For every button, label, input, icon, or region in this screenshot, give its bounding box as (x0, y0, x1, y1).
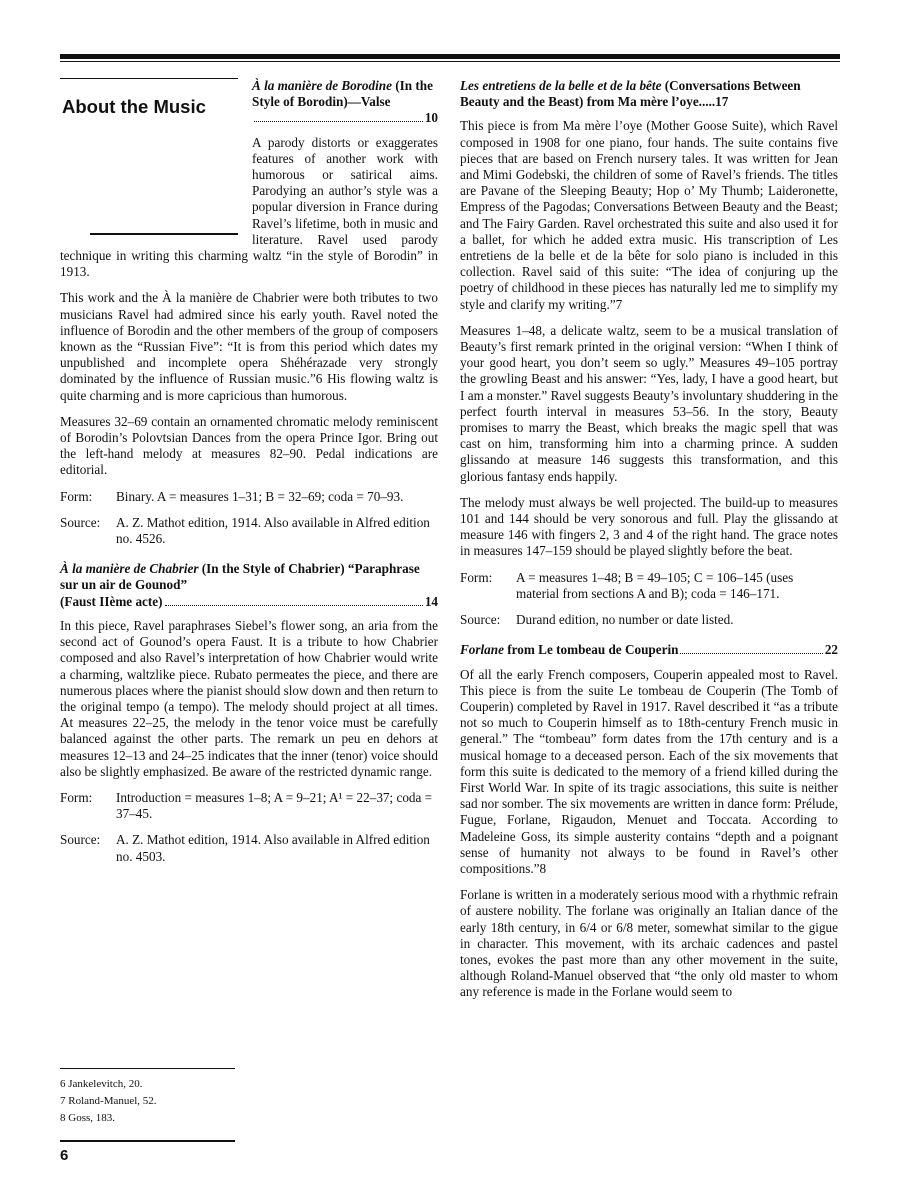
footnotes (60, 1076, 157, 1127)
top-rule (60, 54, 840, 59)
forlane-title-rest: from Le tombeau de Couperin (503, 642, 679, 658)
form-label: Form: (60, 488, 93, 504)
belle-para-1: This piece is from Ma mère l’oye (Mother Goose Suite), which Ravel composed in 1908 for one piano, four hands. The suite contains five pieces that are based on French nursery tales. It was written for Jean and Mimi Godebski, the children of some of Ravel’s friends. The titles are Pavane of the Sleeping Beauty; Hop o’ My Thumb; Laideronette, Empress of the Pagodas; Conversations Between Beauty and the Beast; and The Fairy Garden. Ravel orchestrated this suite and also used it for a ballet, for which he added extra music. His transcription of Les entretiens de la belle et de la bête for solo piano is included in this collection. Ravel said of this suite: “The idea of conjuring up the poetry of childhood in these pieces has naturally led me to simplify my style and clarify my writing.”7 (460, 118, 838, 312)
belle-dots: ..... (698, 94, 716, 110)
form-value: Introduction = measures 1–8; A = 9–21; A¹ = 22–37; coda = 37–45. (116, 789, 433, 822)
form-value: Binary. A = measures 1–31; B = 32–69; coda = 70–93. (116, 488, 404, 504)
borodine-para-2: This work and the À la manière de Chabrier were both tributes to two musicians Ravel had admired since his early youth. Ravel noted the influence of Borodin and the other members of the group of composers known as the “Russian Five”: “It is from this period which dates my unpublished and incomplete opera Shéhérazade very strongly dominated by the influence of Russian music.”6 His flowing waltz is quite charming and is more capricious than humorous. (60, 290, 438, 403)
footnote-6: 6 Jankelevitch, 20. (60, 1078, 143, 1090)
borodine-source (60, 515, 438, 547)
chabrier-para-1: In this piece, Ravel paraphrases Siebel’s flower song, an aria from the second act of Gounod’s opera Faust. It is a tribute to how Chabrier composed and also Ravel’s interpretation of how Chabrier would write a charming, waltzlike piece. Rubato permeates the piece, and there are numerous places where the pianist should slow down and then return to the original tempo (a tempo). The melody should project at all times. At measures 22–25, the melody in the tenor voice must be carefully balanced against the other parts. The remark un peu en dehors at measures 12–13 and 24–25 indicates that the inner (tenor) voice should also be slightly emphasized. Be aware of the restricted dynamic range. (60, 617, 438, 779)
source-label: Source: (60, 514, 101, 530)
heading-rule-bottom (90, 233, 238, 235)
page-title: About the Music (62, 96, 206, 117)
borodine-title-italic: À la manière de Borodine (252, 78, 392, 93)
belle-para-2: Measures 1–48, a delicate waltz, seem to be a musical translation of Beauty’s first remark printed in the original version: “When I think of your good heart, you don’t seem so ugly.” Measures 49–105 portray the growling Beast and his answer: “Yes, lady, I have a good heart, but I am a monster.” Ravel suggests Beauty’s involuntary shuddering in the perfect fourth interval in measures 53–56. In the story, Beauty promises to marry the Beast, which breaks the magic spell that was cast on him, transforming him into a charming prince. A sudden glissando at measure 146 suggests this transformation, and this glorious fantasy ends happily. (460, 322, 838, 484)
forlane-title-italic: Forlane (460, 642, 504, 658)
footnote-rule (60, 1068, 235, 1069)
bottom-rule (60, 1140, 235, 1142)
belle-para-3: The melody must always be well projected. The build-up to measures 101 and 144 should be very sonorous and full. Play the glissando at measure 146 with fingers 2, 3 and 4 of the right hand. The grace notes in measures 147–159 should be played slightly before the beat. (460, 494, 838, 559)
footnote-7: 7 Roland-Manuel, 52. (60, 1095, 157, 1107)
section-heading-box (60, 78, 238, 238)
page-number: 6 (60, 1147, 69, 1164)
source-value: Durand edition, no number or date listed. (516, 612, 734, 628)
source-label: Source: (460, 612, 501, 628)
forlane-para-1: Of all the early French composers, Couperin appealed most to Ravel. This piece is from the suite Le tombeau de Couperin (The Tomb of Couperin) completed by Ravel in 1917. Ravel described it “as a tribute not so much to Couperin himself as to 18th-century French music in general.” The “tombeau” form dates from the 17th century and is a musical homage to a deceased person. Each of the six movements that form this suite is dedicated to the memory of a friend killed during the First World War. In spite of its tragic associations, this suite is neither sad nor somber. The six movements are written in dance form: Prélude, Fugue, Forlane, Rigaudon, Menuet and Toccata. According to Madeleine Goss, its simple austerity contains “depth and a poignant sense of humanity not always to be found in Ravel’s other compositions.”8 (460, 666, 838, 876)
belle-title-italic: Les entretiens de la belle et de la bête (460, 78, 662, 93)
left-column (60, 78, 438, 875)
borodine-para-1: A parody distorts or exaggerates features of another work with humorous or satirical aims. Parodying an author’s style was a popular diversion in France during Ravel’s lifetime, both in music and literature. Ravel used parody technique in writing this charming waltz “in the style of Borodin” in 1913. (60, 134, 438, 280)
chabrier-title-italic: À la manière de Chabrier (60, 561, 199, 577)
source-value: A. Z. Mathot edition, 1914. Also available in Alfred edition no. 4526. (116, 514, 430, 547)
footnote-8: 8 Goss, 183. (60, 1112, 116, 1124)
form-value: A = measures 1–48; B = 49–105; C = 106–145 (uses material from sections A and B); coda = 146–171. (516, 569, 794, 601)
chabrier-title-rest: (In the Style of Chabrier) “Paraphrase sur un air de Gounod” (60, 561, 420, 593)
borodine-page: 10 (424, 110, 438, 126)
belle-title-rest: (Conversations Between Beauty and the Beast) from Ma mère l’oye (460, 78, 801, 110)
form-label: Form: (460, 569, 493, 585)
chabrier-form (60, 790, 438, 822)
chabrier-title-line3: (Faust IIème acte) (60, 593, 163, 609)
chabrier-source (60, 832, 438, 864)
right-column (460, 78, 838, 1011)
chabrier-page: 14 (424, 593, 438, 609)
source-value: A. Z. Mathot edition, 1914. Also available in Alfred edition no. 4503. (116, 832, 430, 864)
belle-form (460, 570, 838, 602)
belle-heading (460, 78, 838, 110)
forlane-page: 22 (824, 642, 838, 658)
form-label: Form: (60, 789, 93, 805)
top-rule-thin (60, 61, 840, 62)
borodine-para-3: Measures 32–69 contain an ornamented chromatic melody reminiscent of Borodin’s Polovtsian Dances from the opera Prince Igor. Bring out the left-hand melody at measures 82–90. Pedal indications are editorial. (60, 413, 438, 478)
belle-page: 17 (715, 94, 729, 110)
borodine-leader (252, 110, 438, 126)
forlane-heading (460, 642, 838, 658)
borodine-title-rest: (In the Style of Borodin)—Valse (252, 78, 433, 110)
chabrier-leader (60, 594, 438, 610)
source-label: Source: (60, 832, 101, 848)
heading-rule-top (60, 78, 238, 79)
borodine-form (60, 489, 438, 505)
chabrier-heading (60, 561, 438, 610)
forlane-para-2: Forlane is written in a moderately serious mood with a rhythmic refrain of austere nobility. The forlane was originally an Italian dance of the early 18th century, in 6/4 or 6/8 meter, somewhat similar to the gigue in character. This movement, with its archaic cadences and pastel tones, evokes the past more than any other movement in the suite, although Roland-Manuel observed that “the only old master to whom any reference is made in the Forlane would seem to (460, 887, 838, 1000)
belle-source (460, 612, 838, 628)
